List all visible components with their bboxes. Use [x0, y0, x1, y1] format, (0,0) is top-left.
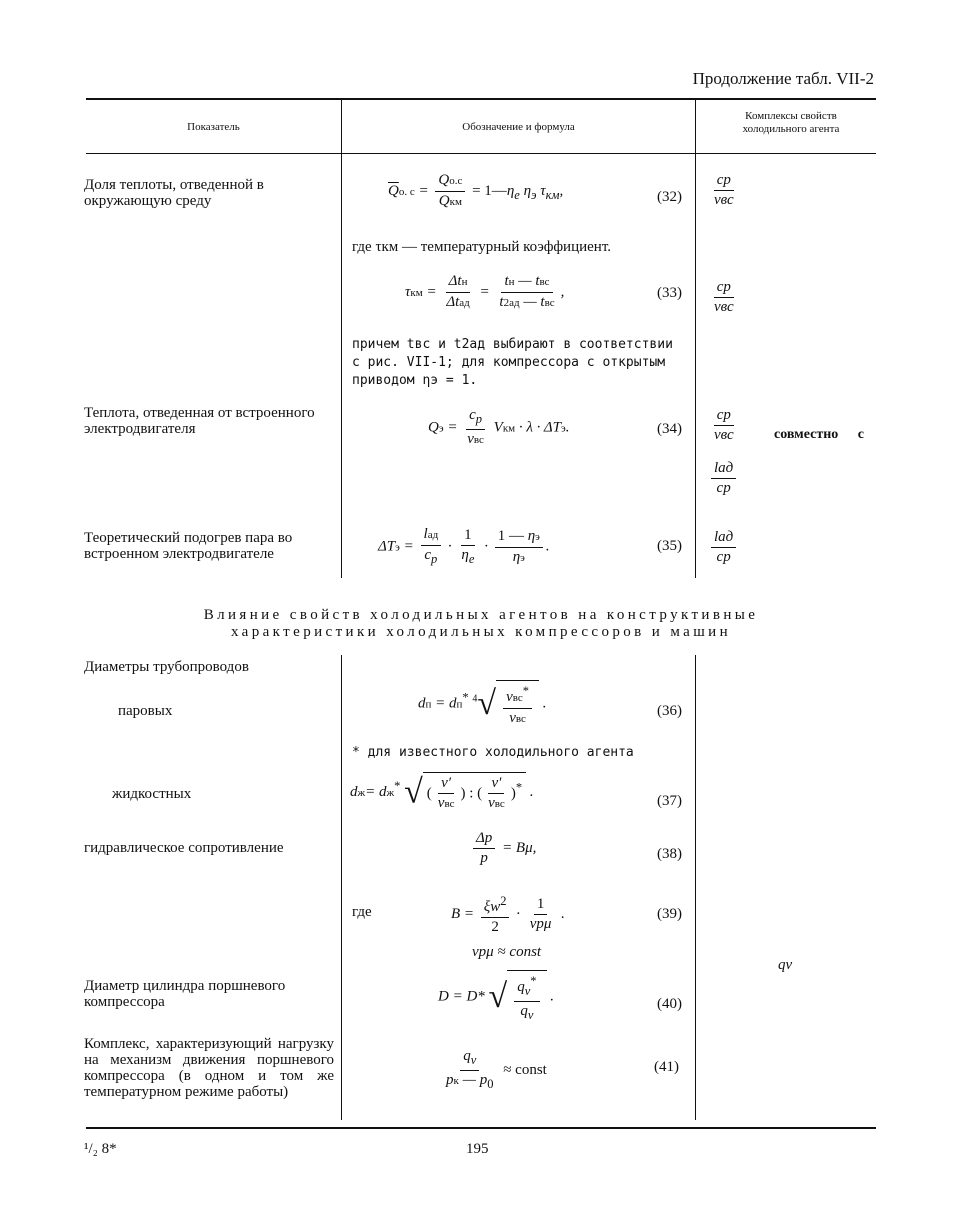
hydraulic-resistance-label: гидравлическое сопротивление [84, 840, 284, 856]
equation-number-32: (32) [657, 189, 682, 205]
complex-cp-vvs-3: $\frac{cp}{\text{vвс}}$ [714, 407, 734, 443]
equation-36: dп = dп* $^4$√ $\frac{vвс^*}{\text{vвс}}$ . [418, 680, 547, 728]
column-header-formula: Обозначение и формула [462, 121, 575, 133]
table-top-rule [86, 98, 876, 100]
t2ad-note: причем tвс и t2ад выбирают в соответствии с рис. VII-1; для компрессора с открытым приводом ηэ = 1. [352, 337, 673, 388]
complex-qv: qv [778, 957, 793, 973]
complex-cp-vvs-2: $\frac{cp}{\text{vвс}}$ [714, 279, 734, 315]
table-header-rule [86, 153, 876, 154]
equation-number-40: (40) [657, 996, 682, 1012]
complex-lad-cp-2: $\frac{\text{lад}}{cp}$ [708, 529, 739, 566]
row-motor-heat-description: Теплота, отведенная от встроенного электродвигателя [84, 405, 315, 437]
equation-35: ΔTэ = $\frac{\text{lад}}{c_p}$ · $\frac{1}{\eta_e}$ · $\frac{1 — \eta э}{\eta э}$ . [378, 526, 550, 566]
equation-number-36: (36) [657, 703, 682, 719]
continuation-caption: Продолжение табл. VII-2 [692, 69, 874, 88]
equation-37: dж= dж* √ ( $\frac{v'}{\text{vвс}}$ ) : ( $\frac{v'}{\text{vвс}}$ )* . [350, 773, 534, 811]
steam-pipes-label: паровых [118, 703, 173, 719]
load-complex-description: Комплекс, характеризующий нагрузку на механизм движения поршневого компрессора (в одном и том же температурном режиме работы) [84, 1036, 334, 1100]
complex-cp-vvs-1: $\frac{cp}{\text{vвс}}$ [714, 172, 734, 208]
together-with-label: совместно с [774, 427, 864, 442]
const-line: vpμ ≈ const [472, 944, 542, 960]
liquid-pipes-label: жидкостных [112, 786, 192, 802]
equation-number-38: (38) [657, 846, 682, 862]
equation-39: B = $\frac{\xi w^2}{2}$ · $\frac{1}{\text{vpμ}}$ . [451, 894, 565, 935]
equation-number-34: (34) [657, 421, 682, 437]
section-column-divider-1 [341, 655, 342, 1120]
equation-32: $\overline{Q}о$. с = $\frac{Qо.с}{\text{Qкм}}$ = $1—\eta_e$ $\eta_э$ $\tau_{км}$, [388, 172, 564, 209]
equation-number-37: (37) [657, 793, 682, 809]
row-steam-heating-description: Теоретический подогрев пара во встроенном электродвигателе [84, 530, 293, 562]
equation-number-35: (35) [657, 538, 682, 554]
star-note: * для известного холодильного агента [352, 745, 634, 760]
where-label: где [352, 904, 372, 920]
row-heat-share-description: Доля теплоты, отведенной в окружающую среду [84, 177, 264, 209]
complex-lad-cp-1: $\frac{\text{lад}}{cp}$ [708, 460, 739, 497]
tau-definition: где τкм — температурный коэффициент. [352, 239, 612, 255]
column-header-complexes: Комплексы свойств холодильного агента [742, 110, 840, 135]
equation-33: τкм = $\frac{\text{Δtн}}{\text{Δtад}}$ = $\frac{\text{tн — tвс}}{\text{t2ад — tвс}}$ , [405, 273, 565, 310]
equation-number-33: (33) [657, 285, 682, 301]
equation-38: $\frac{\Delta p}{p}$ = Bμ, [470, 830, 536, 867]
column-divider-2 [695, 100, 696, 578]
cylinder-diameter-description: Диаметр цилиндра поршневого компрессора [84, 978, 286, 1010]
footer-rule [86, 1127, 876, 1129]
signature-mark: ¹/₂ 8* [84, 1141, 117, 1157]
equation-41: $\frac{q_v}{pк — p_0}$ ≈ const [446, 1048, 547, 1091]
column-header-indicator: Показатель [187, 121, 240, 133]
equation-number-41: (41) [654, 1059, 679, 1075]
column-divider-1 [341, 100, 342, 578]
section-title-line-2: характеристики холодильных компрессоров и машин [230, 624, 732, 640]
equation-34: Qэ = $\frac{c_p}{\text{vвс}}$ Vкм · λ · ΔTэ. [428, 407, 570, 447]
pipe-diameters-label: Диаметры трубопроводов [84, 659, 249, 675]
page-number: 195 [466, 1141, 489, 1157]
section-column-divider-2 [695, 655, 696, 1120]
section-title-line-1: Влияние свойств холодильных агентов на конструктивные [203, 607, 759, 623]
equation-number-39: (39) [657, 906, 682, 922]
equation-40: D = D* √ $\frac{q_v^*}{q_v}$ . [438, 970, 554, 1024]
